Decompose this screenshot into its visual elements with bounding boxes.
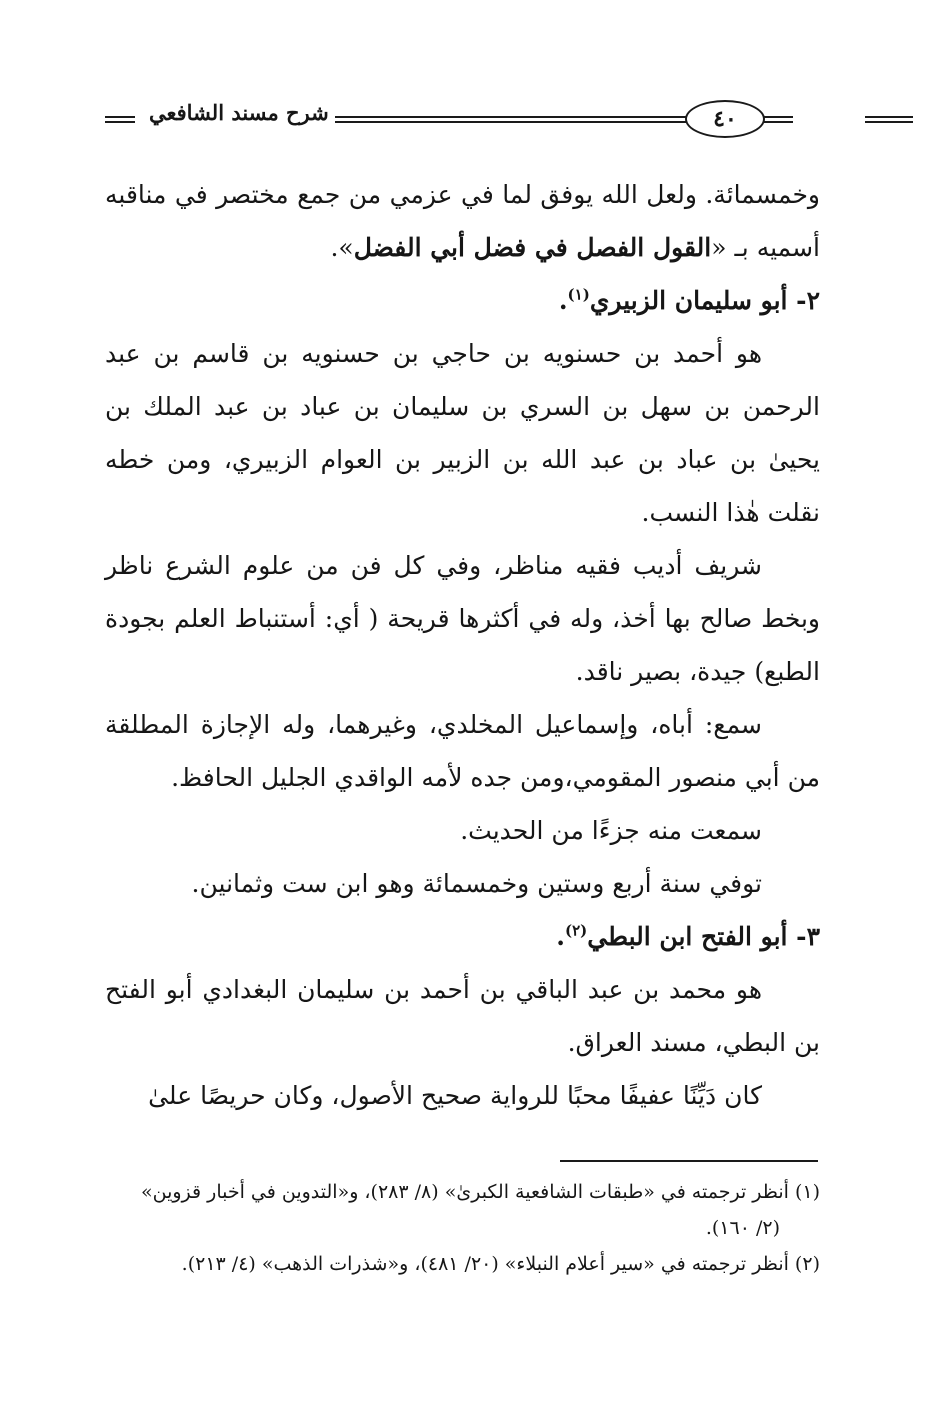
paragraph: هو محمد بن عبد الباقي بن أحمد بن سليمان البغدادي أبو الفتح بن البطي، مسند العراق. (105, 975, 820, 1057)
footnote-2: (٢) أنظر ترجمته في «سير أعلام النبلاء» (٢٠/ ٤٨١)، و«شذرات الذهب» (٤/ ٢١٣). (181, 1253, 820, 1275)
page-number: ٤٠ (713, 106, 737, 132)
page-number-badge (685, 100, 765, 138)
paragraph: توفي سنة أربع وستين وخمسمائة وهو ابن ست وثمانين. (191, 869, 762, 898)
paragraph: سمعت منه جزءًا من الحديث. (460, 816, 762, 845)
header-ornament-left (105, 116, 135, 123)
heading-text: ٣- أبو الفتح ابن البطي (587, 922, 820, 951)
header-rule-right (865, 116, 913, 123)
text-fragment: ». (330, 233, 354, 262)
footnote-ref: (١) (567, 285, 590, 304)
paragraph: شريف أديب فقيه مناظر، وفي كل فن من علوم الشرع ناظر وبخط صالح بها أخذ، وله في أكثرها قريحة ( أي: أستنباط العلم بجودة الطبع) جيدة، بصير ناقد. (105, 551, 820, 686)
paragraph: كان دَيِّنًا عفيفًا محبًا للرواية صحيح الأصول، وكان حريصًا علىٰ (148, 1081, 762, 1110)
running-title: شرح مسند الشافعي (143, 100, 335, 125)
paragraph: هو أحمد بن حسنويه بن حاجي بن حسنويه بن قاسم بن عبد الرحمن بن سهل بن السري بن سليمان بن عباد بن عبد الملك بن يحيىٰ بن عباد بن عبد الله بن الزبير بن العوام الزبيري، ومن خطه نقلت هٰذا النسب. (105, 339, 820, 527)
heading-end: . (556, 922, 565, 951)
text-fragment: أسميه بـ « (711, 233, 820, 262)
text-line: وخمسمائة. ولعل الله يوفق لما في عزمي من جمع مختصر في مناقبه (105, 180, 820, 209)
heading-end: . (558, 286, 568, 315)
paragraph: سمع: أباه، وإسماعيل المخلدي، وغيرهما، وله الإجازة المطلقة من أبي منصور المقومي،ومن جده لأمه الواقدي الجليل الحافظ. (105, 710, 820, 792)
book-title: القول الفصل في فضل أبي الفضل (353, 233, 712, 262)
footnote-1-continuation: (٢/ ١٦٠). (705, 1217, 780, 1239)
footnotes (105, 1174, 820, 1282)
paragraph (105, 168, 820, 274)
footnote-separator (560, 1160, 818, 1162)
heading-text: ٢- أبو سليمان الزبيري (589, 286, 820, 315)
entry-heading (105, 274, 820, 327)
footnote-1: (١) أنظر ترجمته في «طبقات الشافعية الكبرىٰ» (٨/ ٢٨٣)، و«التدوين في أخبار قزوين» (141, 1181, 820, 1203)
footnote-ref: (٢) (564, 921, 588, 940)
page-header (105, 96, 820, 142)
main-text (105, 168, 820, 1122)
entry-heading (105, 910, 820, 963)
